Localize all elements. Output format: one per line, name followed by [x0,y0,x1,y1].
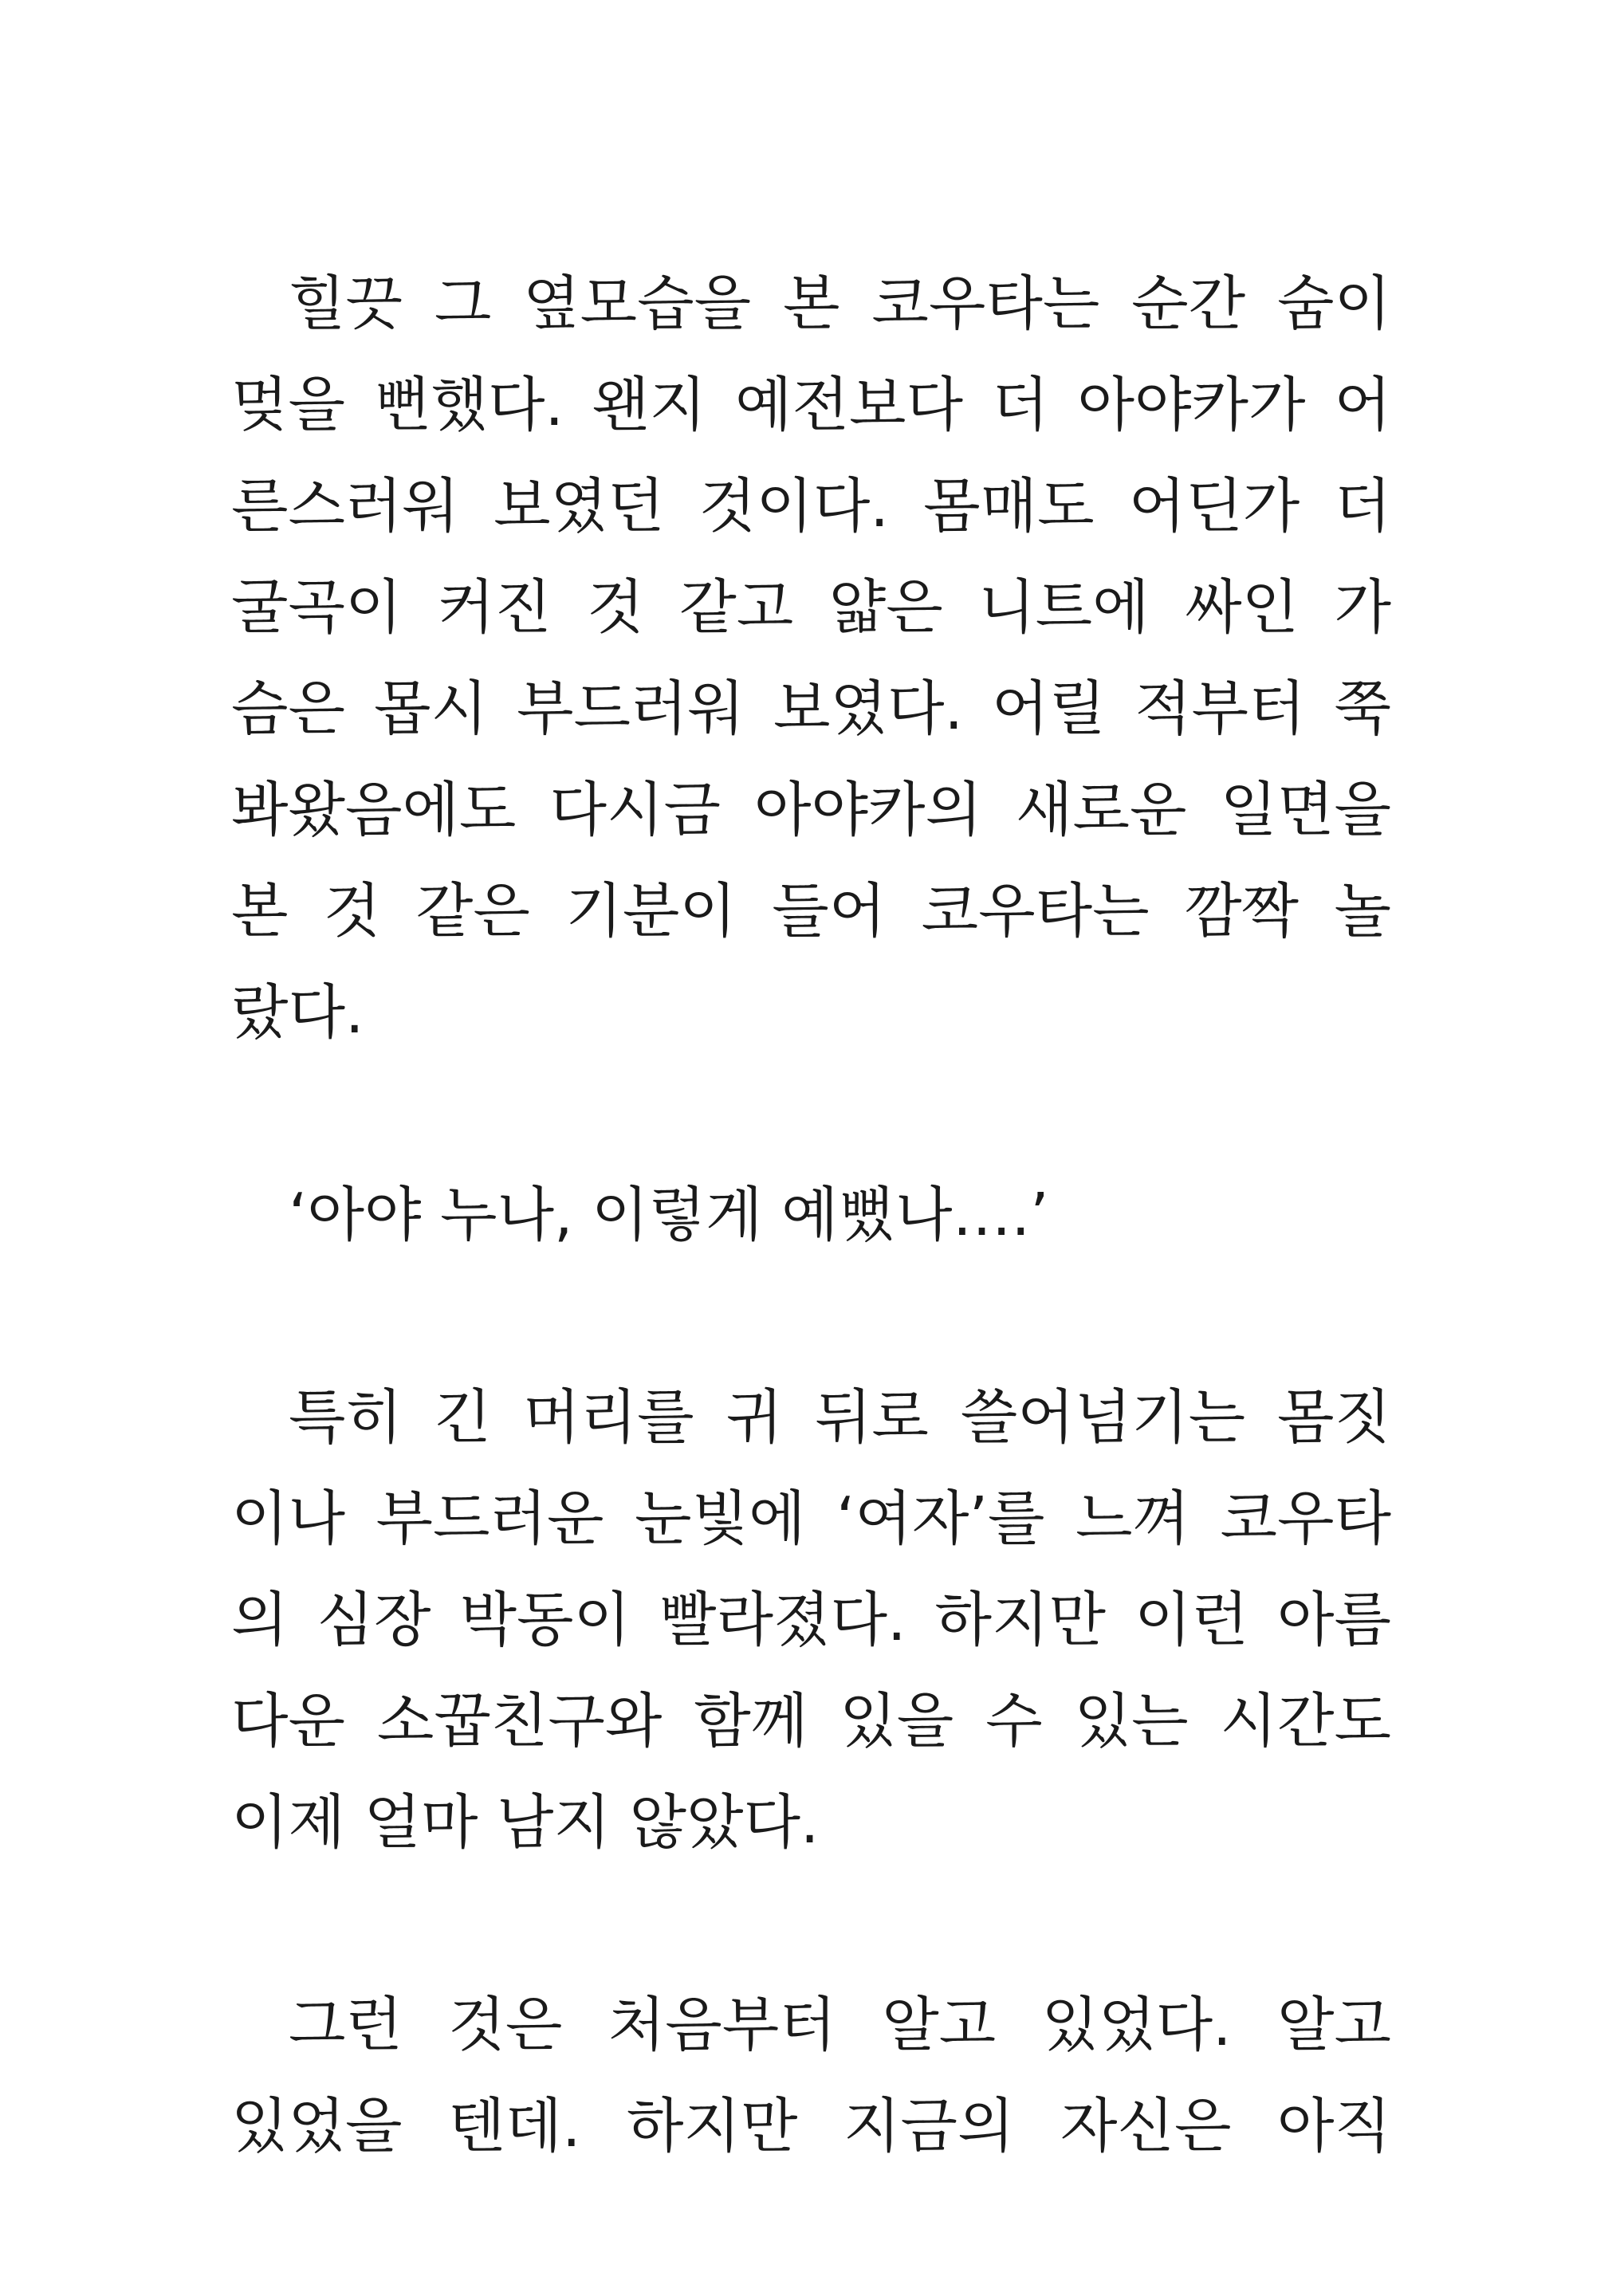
paragraph-1 [231,254,1391,1063]
paragraph-2 [231,1165,1391,1266]
text-line: 이제 얼마 남지 않았다. [231,1788,820,1857]
text-line: 굴곡이 커진 것 같고 얇은 니트에 싸인 가 [231,573,1391,642]
text-line: 른스러워 보였던 것이다. 몸매도 어딘가 더 [231,472,1391,541]
text-line: 특히 긴 머리를 귀 뒤로 쓸어넘기는 몸짓 [289,1383,1391,1452]
body-text [231,254,1391,2177]
paragraph-4 [231,1975,1391,2177]
text-line: 이나 부드러운 눈빛에 ‘여자’를 느껴 코우타 [231,1484,1391,1553]
text-line: 랐다. [231,978,364,1047]
paragraph-gap [231,1063,1391,1165]
text-line: 멎을 뻔했다. 왠지 예전보다 더 아야카가 어 [231,371,1391,439]
paragraph-gap [231,1266,1391,1367]
text-line: 봐왔음에도 다시금 아야카의 새로운 일면을 [231,776,1391,844]
paragraph-gap [231,1873,1391,1975]
paragraph-3 [231,1367,1391,1873]
text-line: 그런 것은 처음부터 알고 있었다. 알고 [289,1991,1391,2059]
text-line: 본 것 같은 기분이 들어 코우타는 깜짝 놀 [231,877,1391,946]
text-line: 다운 소꿉친구와 함께 있을 수 있는 시간도 [231,1687,1391,1755]
text-line: 있었을 텐데. 하지만 지금의 자신은 아직 [231,2092,1391,2160]
text-line: 힐끗 그 옆모습을 본 코우타는 순간 숨이 [289,269,1391,338]
text-line: 의 심장 박동이 빨라졌다. 하지만 이런 아름 [231,1586,1391,1654]
text-line: ‘아야 누나, 이렇게 예뻤나….’ [289,1181,1049,1249]
text-line: 슴은 몹시 부드러워 보였다. 어릴 적부터 쭉 [231,674,1391,743]
